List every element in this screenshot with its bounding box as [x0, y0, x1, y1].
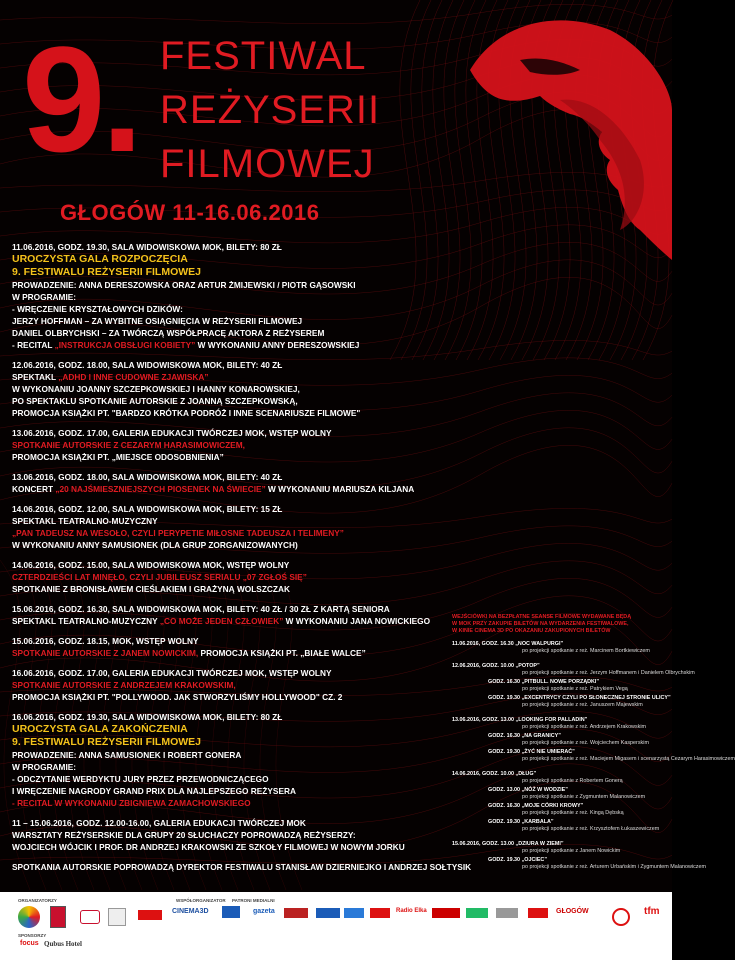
program-text: JERZY HOFFMAN – ZA WYBITNE OSIĄGNIĘCIA W REŻYSERII FILMOWEJ	[12, 316, 303, 326]
program-line	[12, 711, 282, 723]
screening-note: po projekcji spotkanie z reż. Wojciechem Kasperskim	[522, 740, 649, 746]
title-line-2: REŻYSERII	[160, 88, 381, 132]
mok-logo	[80, 910, 100, 924]
program-text: SPEKTAKL	[12, 372, 59, 382]
screening-item	[488, 857, 547, 864]
program-line	[12, 515, 158, 527]
program-line	[12, 679, 236, 691]
screening-date: 15.06.2016, GODZ. 13.00	[452, 841, 515, 847]
program-text: SPOTKANIA AUTORSKIE POPROWADZĄ DYREKTOR FESTIWALU STANISŁAW DZIERNIEJKO I ANDRZEJ SOŁTYSIK	[12, 862, 472, 872]
program-line	[12, 829, 356, 841]
screening-item	[452, 663, 540, 670]
screening-note: po projekcji spotkanie z reż. Arturem Urbańskim i Zygmuntem Malanowiczem	[522, 864, 706, 870]
tvp-logo	[222, 906, 240, 918]
program-text: - ODCZYTANIE WERDYKTU JURY PRZEZ PRZEWODNICZĄCEGO	[12, 774, 269, 784]
program-line	[12, 785, 296, 797]
program-text: W WYKONANIU JOANNY SZCZEPKOWSKIEJ I HANNY KONAROWSKIEJ,	[12, 384, 300, 394]
program-text: 14.06.2016, GODZ. 15.00, SALA WIDOWISKOWA MOK, WSTĘP WOLNY	[12, 560, 290, 570]
sponsors-label: SPONSORZY	[18, 933, 47, 938]
screening-date: GODZ. 19.30	[488, 749, 521, 755]
program-line	[12, 279, 356, 291]
media-logo-4	[370, 908, 390, 918]
screening-title: „NA GRANICY”	[521, 733, 561, 739]
program-highlight: „CO MOŻE JEDEN CZŁOWIEK”	[159, 616, 284, 626]
screening-title: „PITBULL. NOWE PORZĄDKI”	[521, 679, 600, 685]
screening-date: 11.06.2016, GODZ. 16.30	[452, 641, 514, 647]
screening-date: 13.06.2016, GODZ. 13.00	[452, 717, 515, 723]
screening-item	[452, 841, 564, 848]
cinema3d-logo: CINEMA3D	[172, 908, 209, 915]
screening-item	[452, 717, 587, 724]
screening-item	[488, 803, 583, 810]
screening-title: „NOC WALPURGI”	[515, 641, 564, 647]
program-line	[12, 371, 209, 383]
program-text: 16.06.2016, GODZ. 17.00, GALERIA EDUKACJI TWÓRCZEJ MOK, WSTĘP WOLNY	[12, 668, 332, 678]
media-logo-8	[528, 908, 548, 918]
program-text: SPEKTAKL TEATRALNO-MUZYCZNY	[12, 516, 158, 526]
program-line	[12, 559, 289, 571]
program-text: PROWADZENIE: ANNA DERESZOWSKA ORAZ ARTUR ŻMIJEWSKI / PIOTR GĄSOWSKI	[12, 280, 356, 290]
program-text: 15.06.2016, GODZ. 16.30, SALA WIDOWISKOWA MOK, BILETY: 40 ZŁ / 30 ZŁ Z KARTĄ SENIORA	[12, 604, 390, 614]
media-logo-7	[496, 908, 518, 918]
program-text: W PROGRAMIE:	[12, 292, 77, 302]
program-text: W WYKONANIU MARIUSZA KILJANA	[265, 484, 415, 494]
program-text: 13.06.2016, GODZ. 17.00, GALERIA EDUKACJI TWÓRCZEJ MOK, WSTĘP WOLNY	[12, 428, 332, 438]
screening-note: po projekcji spotkanie z reż. Andrzejem Krakowskim	[522, 724, 647, 730]
program-line	[12, 797, 251, 809]
qubus-logo: Qubus Hotel	[44, 940, 82, 948]
screening-date: GODZ. 19.30	[488, 695, 521, 701]
program-line	[12, 841, 405, 853]
program-highlight: „ADHD I INNE CUDOWNE ZJAWISKA”	[58, 372, 209, 382]
program-line	[12, 503, 282, 515]
screening-note: po projekcji spotkanie z Robertem Gonerą	[522, 778, 623, 784]
co-organizer-label: WSPÓŁORGANIZATOR	[176, 898, 226, 903]
screening-date: GODZ. 19.30	[488, 857, 521, 863]
program-text: I WRĘCZENIE NAGRODY GRAND PRIX DLA NAJLEPSZEGO REŻYSERA	[12, 786, 296, 796]
sponsors-bar	[0, 892, 672, 960]
screening-title: „ŻYĆ NIE UMIERAĆ”	[521, 749, 575, 755]
media-logo-9	[612, 908, 630, 926]
program-headline: UROCZYSTA GALA ZAKOŃCZENIA	[12, 723, 188, 735]
program-line	[12, 667, 332, 679]
program-line	[12, 427, 332, 439]
artur-logo	[138, 910, 162, 920]
program-line	[12, 327, 324, 339]
screening-note: po projekcji spotkanie z Janem Nowickim	[522, 848, 621, 854]
screening-title: „KARBALA”	[521, 819, 554, 825]
program-text: PROWADZENIE: ANNA SAMUSIONEK I ROBERT GONERA	[12, 750, 242, 760]
program-line	[12, 723, 188, 736]
screening-item	[488, 787, 568, 794]
screening-item	[488, 749, 575, 756]
program-highlight: - RECITAL W WYKONANIU ZBIGNIEWA ZAMACHOWSKIEGO	[12, 798, 251, 808]
program-line	[12, 303, 183, 315]
screening-item	[488, 679, 599, 686]
media-logo-1	[284, 908, 308, 918]
screening-item	[488, 819, 554, 826]
ministry-logo	[108, 908, 126, 926]
radio-elka-logo: Radio Elka	[396, 908, 427, 914]
program-line	[12, 691, 342, 703]
program-text: SPEKTAKL TEATRALNO-MUZYCZNY	[12, 616, 160, 626]
media-logo-2	[316, 908, 340, 918]
tfm-logo: tfm	[644, 906, 660, 917]
program-line	[12, 773, 269, 785]
title-line-3: FILMOWEJ	[160, 142, 375, 186]
screening-item	[452, 771, 536, 778]
title-line-1: FESTIWAL	[160, 34, 367, 78]
program-text: WOJCIECH WÓJCIK I PROF. DR ANDRZEJ KRAKOWSKI ZE SZKOŁY FILMOWEJ W NOWYM JORKU	[12, 842, 405, 852]
screening-note: po projekcji spotkanie z reż. Maciejem Migasem i scenarzystą Cezarym Harasimowiczem	[522, 756, 735, 762]
screening-title: „LOOKING FOR PALLADIN”	[515, 717, 588, 723]
program-text: PROMOCJA KSIĄŻKI PT. „MIEJSCE ODOSOBNIENIA”	[12, 452, 224, 462]
program-text: 12.06.2016, GODZ. 18.00, SALA WIDOWISKOWA MOK, BILETY: 40 ZŁ	[12, 360, 283, 370]
festival-star-logo	[18, 906, 40, 928]
program-line	[12, 527, 344, 539]
screening-date: 12.06.2016, GODZ. 10.00	[452, 663, 515, 669]
program-line	[12, 407, 360, 419]
screenings-intro: W MOK PRZY ZAKUPIE BILETÓW NA WYDARZENIA FESTIWALOWE,	[452, 621, 629, 627]
media-logo-6	[466, 908, 488, 918]
program-line	[12, 635, 199, 647]
program-line	[12, 761, 76, 773]
program-line	[12, 291, 76, 303]
program-line	[12, 749, 241, 761]
screening-date: GODZ. 16.30	[488, 733, 521, 739]
program-line	[12, 439, 245, 451]
program-text: SPOTKANIE Z BRONISŁAWEM CIEŚLAKIEM I GRAŻYNĄ WOLSZCZAK	[12, 584, 290, 594]
program-text: W PROGRAMIE:	[12, 762, 77, 772]
program-text: W WYKONANIU JANA NOWICKIEGO	[283, 616, 431, 626]
screening-note: po projekcji spotkanie z reż. Jerzym Hoffmanem i Danielem Olbrychskim	[522, 670, 695, 676]
program-line	[12, 359, 282, 371]
screening-note: po projekcji spotkanie z reż. Kingą Dębską	[522, 810, 624, 816]
program-text: 13.06.2016, GODZ. 18.00, SALA WIDOWISKOWA MOK, BILETY: 40 ZŁ	[12, 472, 283, 482]
program-line	[12, 339, 359, 351]
program-line	[12, 583, 290, 595]
screening-title: „MOJE CÓRKI KROWY”	[521, 803, 584, 809]
program-line	[12, 736, 201, 749]
program-line	[12, 571, 307, 583]
program-text: PO SPEKTAKLU SPOTKANIE AUTORSKIE Z JOANNĄ SZCZEPKOWSKĄ,	[12, 396, 298, 406]
screening-title: „EXCENTRYCY CZYLI PO SŁONECZNEJ STRONIE ULICY”	[521, 695, 671, 701]
screening-note: po projekcji spotkanie z reż. Patrykiem Vegą	[522, 686, 628, 692]
program-highlight: SPOTKANIE AUTORSKIE Z ANDRZEJEM KRAKOWSKIM,	[12, 680, 236, 690]
program-line	[12, 451, 224, 463]
program-line	[12, 817, 306, 829]
screening-date: GODZ. 13.00	[488, 787, 521, 793]
program-text: PROMOCJA KSIĄŻKI PT. "BARDZO KRÓTKA PODRÓŻ I INNE SCENARIUSZE FILMOWE"	[12, 408, 361, 418]
city-dates: GŁOGÓW 11-16.06.2016	[60, 200, 320, 225]
program-headline: 9. FESTIWALU REŻYSERII FILMOWEJ	[12, 736, 202, 748]
screening-title: „POTOP”	[515, 663, 540, 669]
screening-date: GODZ. 19.30	[488, 819, 521, 825]
screening-note: po projekcji spotkanie z reż. Krzysztofem Łukaszewiczem	[522, 826, 660, 832]
program-highlight: CZTERDZIEŚCI LAT MINĘŁO, CZYLI JUBILEUSZ SERIALU „07 ZGŁOŚ SIĘ”	[12, 572, 307, 582]
program-text: 11 – 15.06.2016, GODZ. 12.00-16.00, GALERIA EDUKACJI TWÓRCZEJ MOK	[12, 818, 306, 828]
media-label: PATRONI MEDIALNI	[232, 898, 275, 903]
gazeta-logo: gazeta	[253, 908, 275, 915]
crest-logo	[50, 906, 66, 928]
program-line	[12, 615, 430, 627]
organizers-label: ORGANIZATORZY	[18, 898, 57, 903]
screenings-intro: W KINIE CINEMA 3D PO OKAZANIU ZAKUPIONYCH BILETÓW	[452, 628, 611, 634]
program-text: KONCERT	[12, 484, 56, 494]
screening-date: 14.06.2016, GODZ. 10.00	[452, 771, 515, 777]
program-text: 14.06.2016, GODZ. 12.00, SALA WIDOWISKOWA MOK, BILETY: 15 ZŁ	[12, 504, 283, 514]
program-highlight: „PAN TADEUSZ NA WESOŁO, CZYLI PERYPETIE MIŁOSNE TADEUSZA I TELIMENY”	[12, 528, 344, 538]
program-text: 11.06.2016, GODZ. 19.30, SALA WIDOWISKOWA MOK, BILETY: 80 ZŁ	[12, 242, 282, 252]
program-line	[12, 471, 282, 483]
screening-title: „NÓŻ W WODZIE”	[521, 787, 568, 793]
focus-logo: focus	[20, 940, 39, 947]
program-line	[12, 539, 298, 551]
screenings-intro: WEJŚCIÓWKI NA BEZPŁATNE SEANSE FILMOWE WYDAWANE BĘDĄ	[452, 614, 632, 620]
program-line	[12, 253, 188, 266]
screening-title: „DZIURA W ZIEMI”	[515, 841, 564, 847]
media-logo-3	[344, 908, 364, 918]
screening-date: GODZ. 16.30	[488, 679, 521, 685]
program-text: - WRĘCZENIE KRYSZTAŁOWYCH DZIKÓW:	[12, 304, 183, 314]
program-text: W WYKONANIU ANNY SAMUSIONEK (DLA GRUP ZORGANIZOWANYCH)	[12, 540, 298, 550]
program-line	[12, 395, 298, 407]
program-text: PROMOCJA KSIĄŻKI PT. "POLLYWOOD. JAK STWORZYLIŚMY HOLLYWOOD" CZ. 2	[12, 692, 343, 702]
program-line	[12, 603, 390, 615]
edition-number: 9.	[22, 15, 140, 183]
program-line	[12, 483, 414, 495]
program-highlight: „20 NAJŚMIESZNIEJSZYCH PIOSENEK NA ŚWIECIE”	[55, 484, 266, 494]
program-text: PROMOCJA KSIĄŻKI PT. „BIAŁE WALCE”	[198, 648, 366, 658]
program-text: W WYKONANIU ANNY DERESZOWSKIEJ	[195, 340, 360, 350]
screening-note: po projekcji spotkanie z reż. Januszem Majewskim	[522, 702, 643, 708]
program-highlight: SPOTKANIE AUTORSKIE Z JANEM NOWICKIM,	[12, 648, 199, 658]
program-highlight: SPOTKANIE AUTORSKIE Z CEZARYM HARASIMOWICZEM,	[12, 440, 245, 450]
program-text: 16.06.2016, GODZ. 19.30, SALA WIDOWISKOWA MOK, BILETY: 80 ZŁ	[12, 712, 283, 722]
program-line	[12, 315, 302, 327]
screening-title: „OJCIEC”	[521, 857, 548, 863]
program-line	[12, 861, 471, 873]
screening-item	[488, 733, 561, 740]
program-headline: UROCZYSTA GALA ROZPOCZĘCIA	[12, 253, 188, 265]
program-highlight: „INSTRUKCJA OBSŁUGI KOBIETY”	[54, 340, 196, 350]
program-text: - RECITAL	[12, 340, 55, 350]
glogow-logo: GŁOGÓW	[556, 908, 589, 915]
program-text: 15.06.2016, GODZ. 18.15, MOK, WSTĘP WOLNY	[12, 636, 199, 646]
screening-item	[488, 695, 671, 702]
program-text: WARSZTATY REŻYSERSKIE DLA GRUPY 20 SŁUCHACZY POPROWADZĄ REŻYSERZY:	[12, 830, 356, 840]
program-line	[12, 647, 366, 659]
screening-note: po projekcji spotkanie z reż. Marcinem Bortkiewiczem	[522, 648, 650, 654]
program-headline: 9. FESTIWALU REŻYSERII FILMOWEJ	[12, 266, 202, 278]
screening-item	[452, 641, 563, 648]
screening-title: „DŁUG”	[515, 771, 537, 777]
program-line	[12, 266, 201, 279]
screening-date: GODZ. 16.30	[488, 803, 521, 809]
program-text: DANIEL OLBRYCHSKI – ZA TWÓRCZĄ WSPÓŁPRACĘ AKTORA Z REŻYSEREM	[12, 328, 325, 338]
media-logo-5	[432, 908, 460, 918]
program-line	[12, 383, 300, 395]
program-line	[12, 241, 282, 253]
screening-note: po projekcji spotkanie z Zygmuntem Malanowiczem	[522, 794, 646, 800]
